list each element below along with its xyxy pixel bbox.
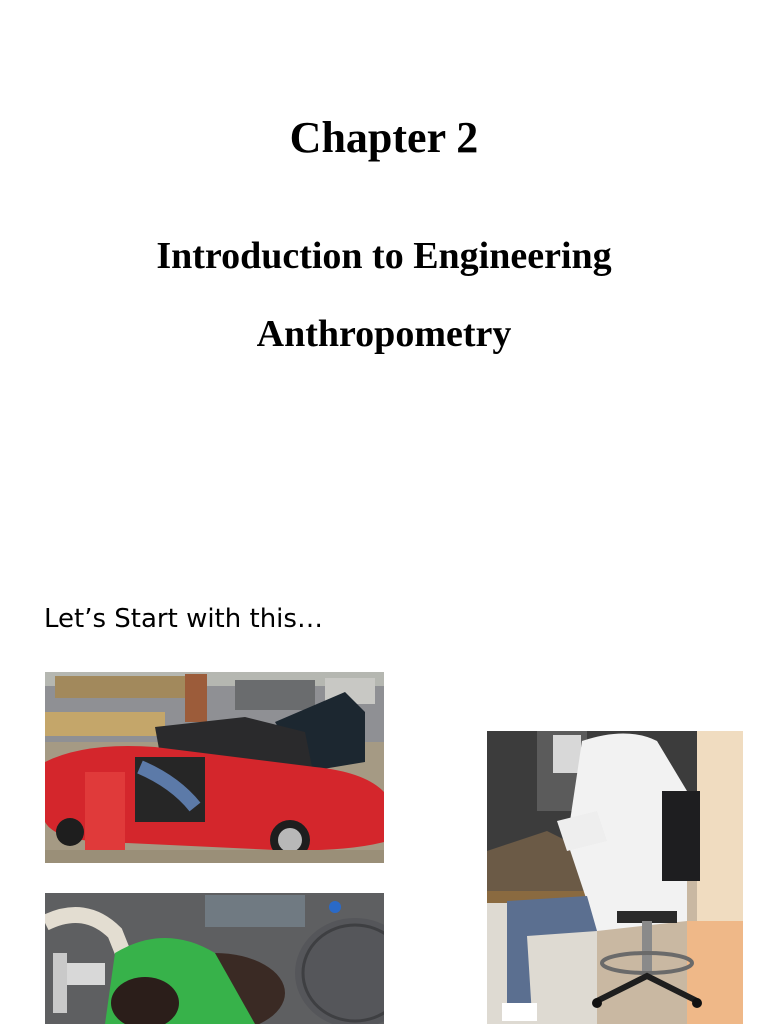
lab-worker-seated-photo (487, 731, 743, 1024)
intro-text: Let’s Start with this… (44, 604, 323, 634)
subtitle-line-2: Anthropometry (256, 313, 512, 355)
subtitle-line-1: Introduction to Engineering (156, 235, 612, 277)
manhole-worker-photo (45, 893, 384, 1024)
chapter-title: Chapter 2 (289, 113, 479, 162)
car-entry-photo (45, 672, 384, 863)
